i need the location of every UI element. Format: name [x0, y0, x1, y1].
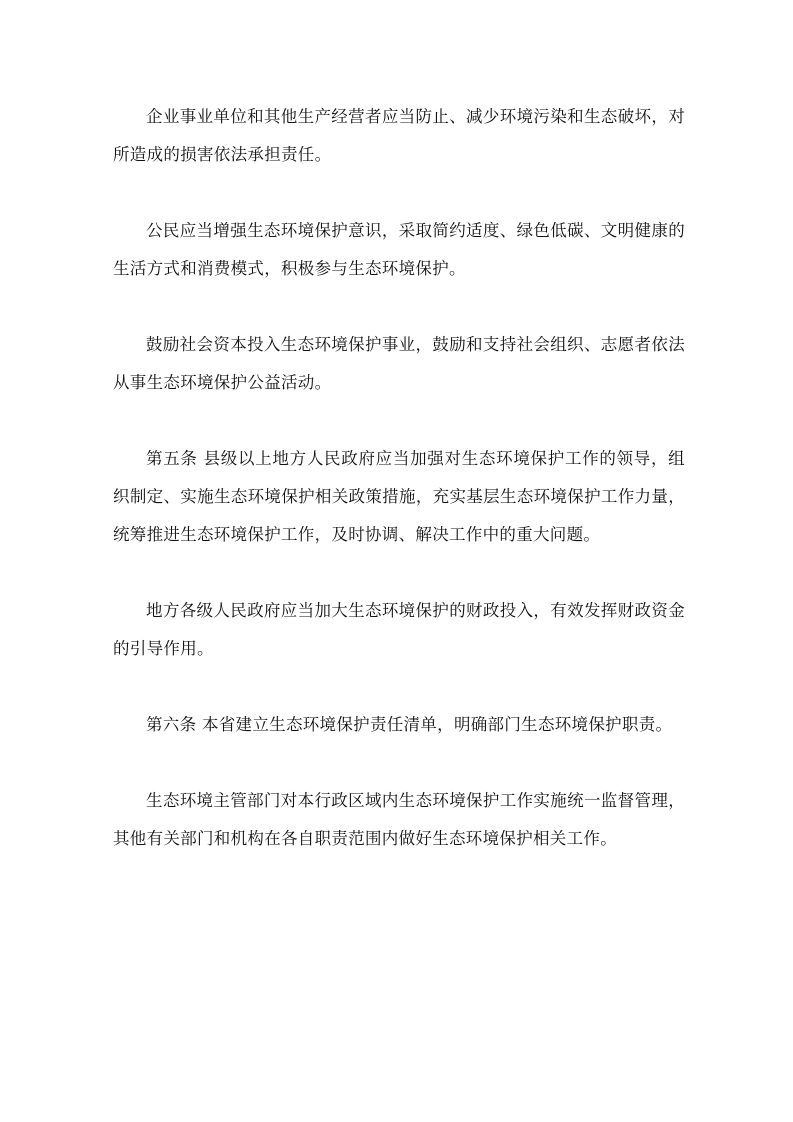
- paragraph-social-capital: 鼓励社会资本投入生态环境保护事业，鼓励和支持社会组织、志愿者依法从事生态环境保护公益活动。: [113, 335, 685, 392]
- paragraph-article-6: 第六条 本省建立生态环境保护责任清单，明确部门生态环境保护职责。: [146, 715, 673, 734]
- paragraph-article-5: 第五条 县级以上地方人民政府应当加强对生态环境保护工作的领导，组织制定、实施生态环境保护相关政策措施，充实基层生态环境保护工作力量，统筹推进生态环境保护工作，及时协调、解决工作中的重大问题。: [113, 449, 685, 544]
- paragraph-supervision: 生态环境主管部门对本行政区域内生态环境保护工作实施统一监督管理，其他有关部门和机构在各自职责范围内做好生态环境保护相关工作。: [113, 791, 685, 848]
- paragraph-enterprise-responsibility: 企业事业单位和其他生产经营者应当防止、减少环境污染和生态破坏，对所造成的损害依法承担责任。: [113, 107, 685, 164]
- paragraph-fiscal-investment: 地方各级人民政府应当加大生态环境保护的财政投入，有效发挥财政资金的引导作用。: [113, 601, 685, 658]
- paragraph-citizen-awareness: 公民应当增强生态环境保护意识，采取简约适度、绿色低碳、文明健康的生活方式和消费模式，积极参与生态环境保护。: [113, 221, 685, 278]
- document-body: [113, 98, 685, 858]
